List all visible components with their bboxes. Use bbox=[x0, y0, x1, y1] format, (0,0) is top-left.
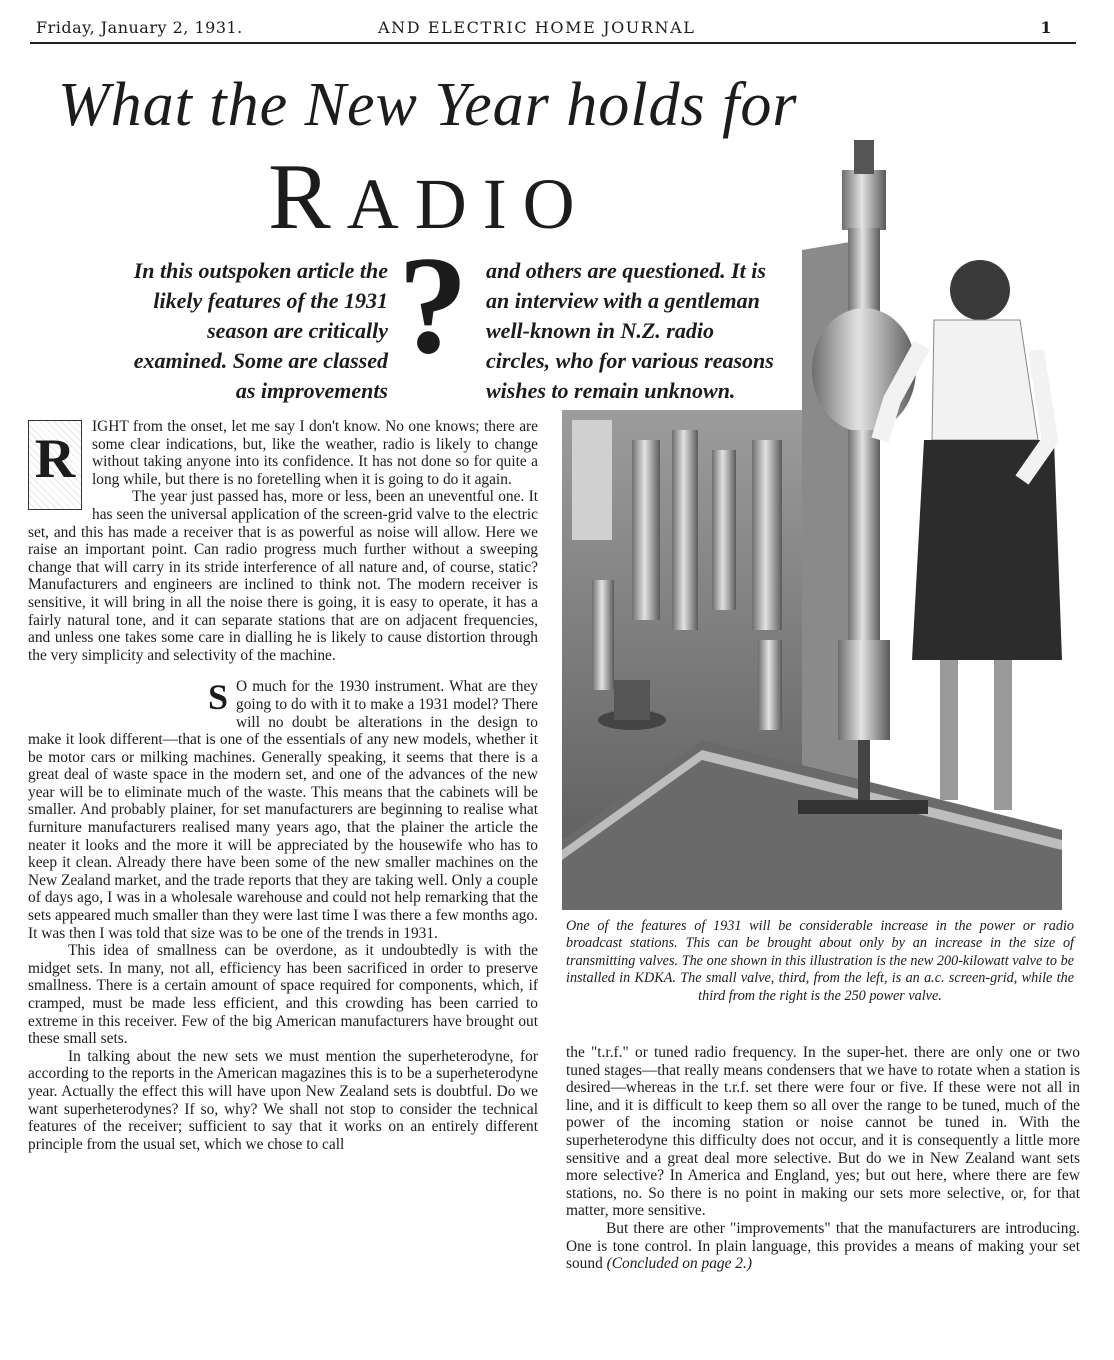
page-number: 1 bbox=[1040, 18, 1052, 37]
article-paragraph: IGHT from the onset, let me say I don't know. No one knows; there are some clear indications, but, like the weather, radio is likely to change without taking anyone into its confidence. It has not done so for quite a long while, but there is no foretelling when it is going to do it again. bbox=[92, 418, 538, 488]
photo-caption: One of the features of 1931 will be considerable increase in the power or radio broadcast stations. This can be brought about only by an increase in the size of transmitting valves. The one shown in this illustration is the new 200-kilowatt valve to be installed in KDKA. The small valve, third, from the left, is an a.c. screen-grid, while the third from the right is the 250 power valve. bbox=[566, 918, 1074, 1004]
drop-cap-s: S bbox=[208, 677, 229, 718]
question-mark: ? bbox=[398, 228, 468, 383]
issue-date: Friday, January 2, 1931. bbox=[36, 18, 243, 37]
article-paragraph-text: But there are other "improvements" that the manufacturers are introducing. One is tone control. In plain language, this provides a means of making your set sound bbox=[566, 1219, 1080, 1273]
headline-radio-cap: R bbox=[268, 145, 347, 249]
article-paragraph: This idea of smallness can be overdone, as it undoubtedly is with the midget sets. In many, not all, efficiency has been sacrificed in order to preserve smallness. There is a certain amount of space required for components, which, if cramped, must be made less efficient, and this crowding has been carried to extreme in this receiver. Few of the big American manufacturers have brought out these small sets. bbox=[28, 942, 538, 1048]
article-paragraph: O much for the 1930 instrument. What are they going to do with it to make a 1931 model? There will no doubt be alterations in the design to make it look different—that is one of the essentials of any new models, whether it be motor cars or milking machines. Generally speaking, it seems that there is a great deal of waste space in the modern set, and one of the advances of the new year will be to eliminate much of the waste. This means that the cabinets will be smaller. And probably plainer, for set manufacturers are beginning to realise what furniture manufacturers realised many years ago, that the plainer the article the neater it looks and the more it will be appreciated by the housewife who has to keep it clean. Already there have been some of the new smaller machines on the New Zealand market, and the trade reports that they are taking well. Only a couple of days ago, I was in a wholesale warehouse and could not help remarking that the sets appeared much smaller than they were last time I was there a few months ago. It was then I was told that size was to be one of the trends in 1931. bbox=[28, 678, 538, 942]
article-paragraph: The year just passed has, more or less, been an uneventful one. It has seen the universal application of the screen-grid valve to the electric set, and this has made a receiver that is as powerful as noise will allow. Here we raise an important point. Can radio progress much further without a sweeping change that will carry in its stride interference of all nature and, of course, static? Manufacturers and engineers are inclined to think not. The modern receiver is sensitive, it will bring in all the noise there is going, it is easy to operate, it has a fairly natural tone, and it can separate stations that are on adjacent frequencies, and unless one takes some care in dialling he is likely to cause distortion through the very simplicity and selectivity of the machine. bbox=[28, 488, 538, 664]
article-column-left bbox=[28, 418, 538, 1153]
article-paragraph bbox=[566, 1220, 1080, 1273]
article-column-right bbox=[566, 1044, 1080, 1273]
deck-right: and others are questioned. It is an interview with a gentleman well-known in N.Z. radio circles, who for various reasons wishes to remain unknown. bbox=[486, 258, 774, 403]
headline-line-1: What the New Year holds for bbox=[58, 71, 798, 139]
headline-radio-rest: ADIO bbox=[346, 164, 591, 244]
article-paragraph: the "t.r.f." or tuned radio frequency. In the super-het. there are only one or two tuned stages—that really means condensers that we have to rotate when a station is desired—whereas in the t.r.f. set there were four or five. If these were not all in line, and it is difficult to keep them so all over the range to be tuned, much of the power of the incoming station or noise cannot be tuned in. With the superheterodyne this difficulty does not occur, and it is consequently a little more sensitive and a great deal more selective. But do we in New Zealand want sets more selective? In America and England, yes; but out here, where there are few stations, no. So there is no point in making our sets more selective, or, for that matter, more sensitive. bbox=[566, 1044, 1080, 1220]
article-paragraph: In talking about the new sets we must mention the superheterodyne, for according to the reports in the American magazines this is to be a superheterodyne year. Actually the effect this will have upon New Zealand sets is doubtful. Do we want superheterodynes? If so, why? We shall not stop to consider the technical features of the receiver; sufficient to say that it works on an entirely different principle from the usual set, which we chose to call bbox=[28, 1047, 538, 1153]
deck-left: In this outspoken article the likely features of the 1931 season are critically examined. Some are classed as improvements bbox=[133, 258, 388, 403]
page-header bbox=[30, 16, 1076, 44]
journal-name: AND ELECTRIC HOME JOURNAL bbox=[378, 18, 696, 37]
valve-photo bbox=[562, 140, 1072, 910]
continued-notice: (Concluded on page 2.) bbox=[606, 1255, 752, 1273]
drop-cap-r-letter: R bbox=[34, 428, 76, 490]
drop-cap-r bbox=[28, 420, 82, 510]
